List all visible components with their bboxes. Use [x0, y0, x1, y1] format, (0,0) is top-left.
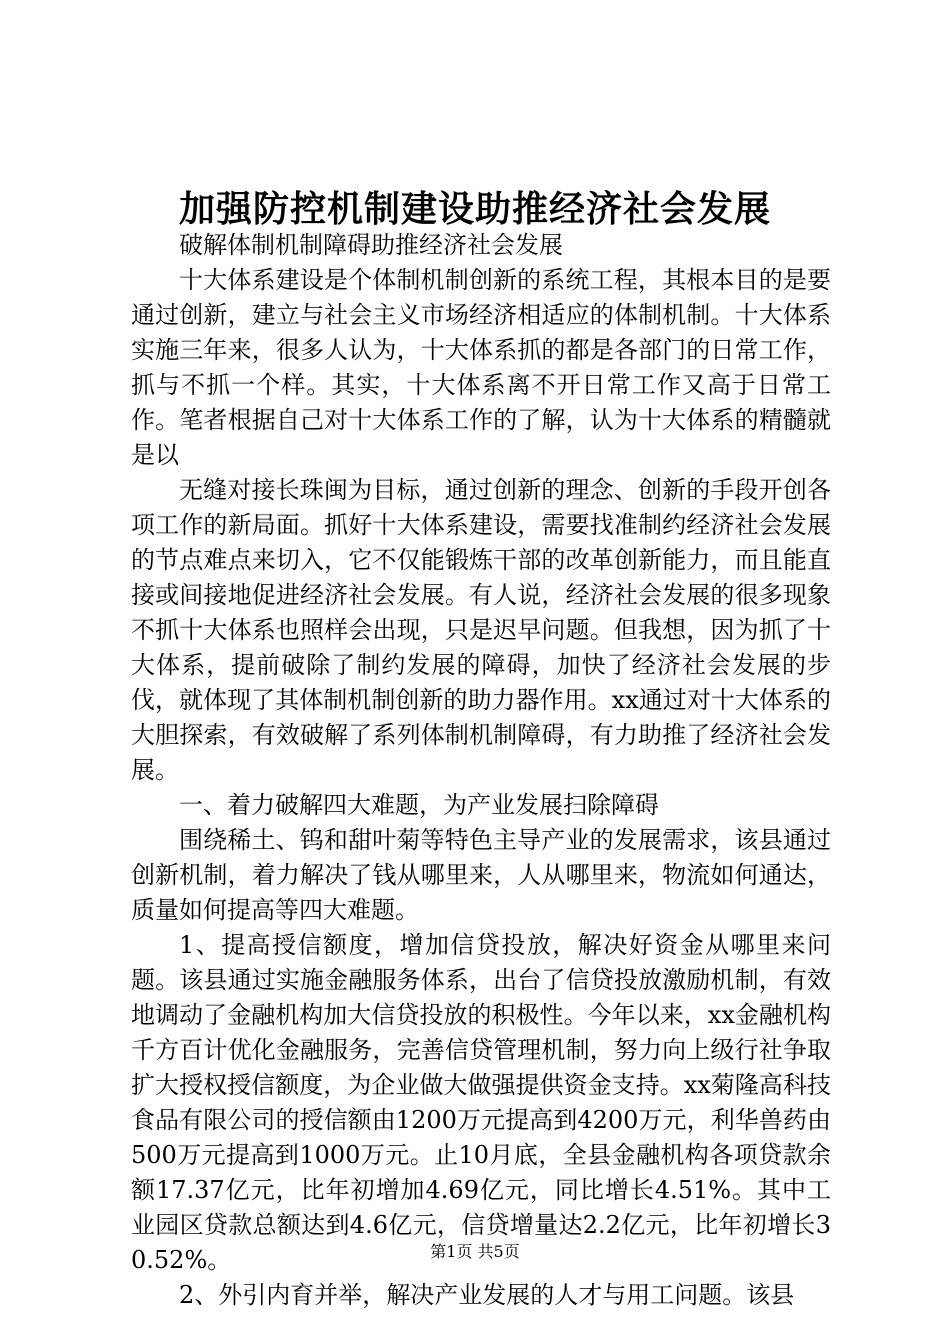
paragraph-section-1: 围绕稀土、钨和甜叶菊等特色主导产业的发展需求，该县通过创新机制，着力解决了钱从哪里来，人从哪里来，物流如何通达，质量如何提高等四大难题。 [131, 826, 831, 924]
section-heading-1: 一、着力破解四大难题，为产业发展扫除障碍 [179, 791, 659, 819]
document-title: 加强防控机制建设助推经济社会发展 [178, 188, 771, 230]
paragraph-goal: 无缝对接长珠闽为目标，通过创新的理念、创新的手段开创各项工作的新局面。抓好十大体系建设，需要找准制约经济社会发展的节点难点来切入，它不仅能锻炼干部的改革创新能力，而且能直接或间接地促进经济社会发展。有人说，经济社会发展的很多现象不抓十大体系也照样会出现，只是迟早问题。但我想，因为抓了十大体系，提前破除了制约发展的障碍，加快了经济社会发展的步伐，就体现了其体制机制创新的助力器作用。xx通过对十大体系的大胆探索，有效破解了系列体制机制障碍，有力助推了经济社会发展。 [131, 476, 831, 784]
page-footer: 第1页 共5页 [430, 1242, 520, 1261]
document-body [131, 228, 831, 1313]
paragraph-item-2: 2、外引内育并举，解决产业发展的人才与用工问题。该县 [179, 1281, 795, 1309]
paragraph-intro: 十大体系建设是个体制机制创新的系统工程，其根本目的是要通过创新，建立与社会主义市场经济相适应的体制机制。十大体系实施三年来，很多人认为，十大体系抓的都是各部门的日常工作，抓与不抓一个样。其实，十大体系离不开日常工作又高于日常工作。笔者根据自己对十大体系工作的了解，认为十大体系的精髓就是以 [131, 266, 831, 469]
paragraph-item-1: 1、提高授信额度，增加信贷投放，解决好资金从哪里来问题。该县通过实施金融服务体系，出台了信贷投放激励机制，有效地调动了金融机构加大信贷投放的积极性。今年以来，xx金融机构千方百计优化金融服务，完善信贷管理机制，努力向上级行社争取扩大授权授信额度，为企业做大做强提供资金支持。xx菊隆高科技食品有限公司的授信额由1200万元提高到4200万元，利华兽药由500万元提高到1000万元。止10月底，全县金融机构各项贷款余额17.37亿元，比年初增加4.69亿元，同比增长4.51%。其中工业园区贷款总额达到4.6亿元，信贷增量达2.2亿元，比年初增长30.52%。 [131, 931, 831, 1274]
paragraph-subtitle: 破解体制机制障碍助推经济社会发展 [179, 231, 563, 259]
